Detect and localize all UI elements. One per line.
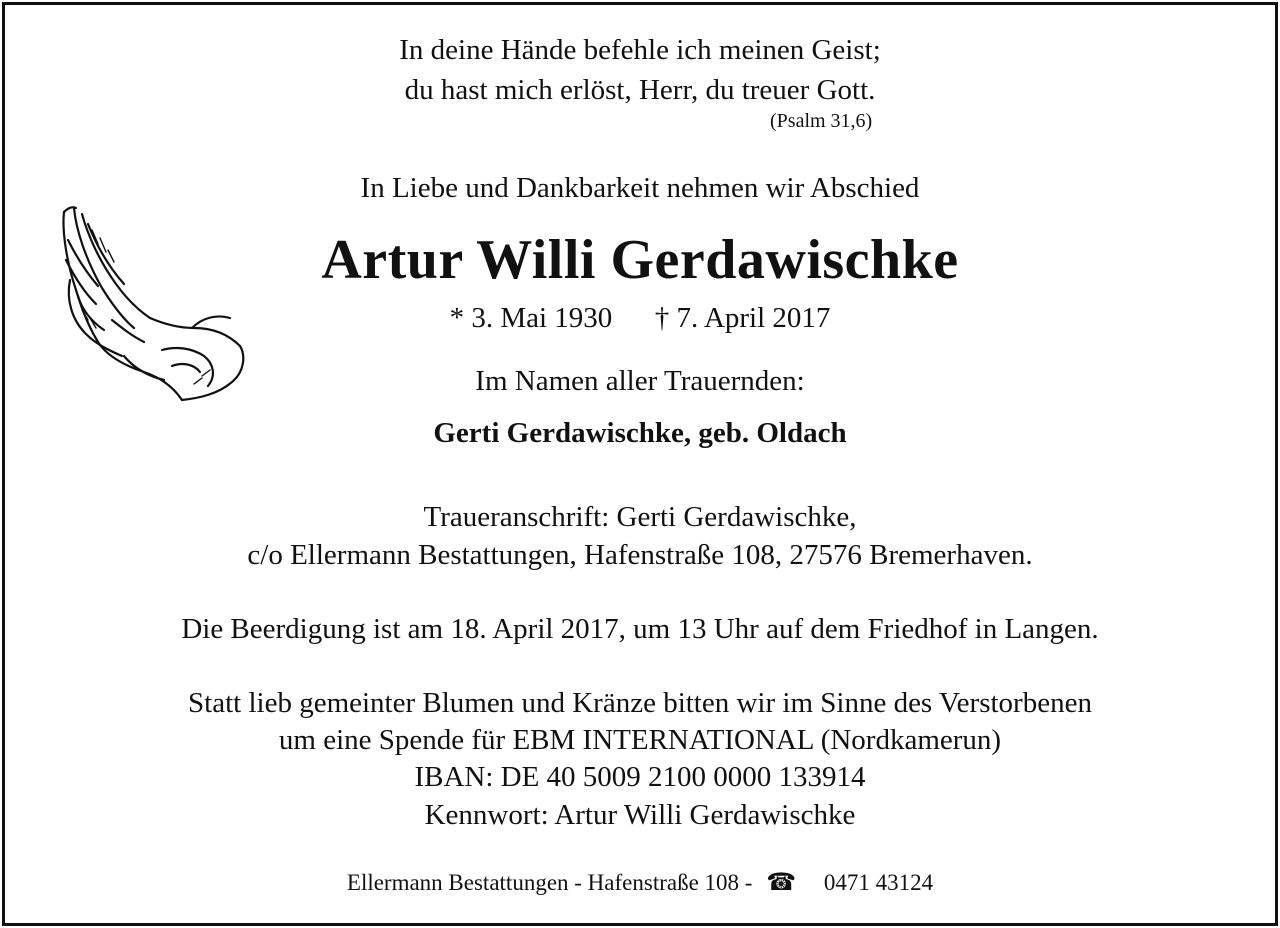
intro-text: In Liebe und Dankbarkeit nehmen wir Abschied (360, 172, 920, 204)
address-line-2: c/o Ellermann Bestattungen, Hafenstraße 108, 27576 Bremerhaven. (247, 539, 1033, 571)
address-line-1: Traueranschrift: Gerti Gerdawischke, (423, 501, 857, 533)
life-dates (0, 302, 1280, 335)
footer (0, 868, 1280, 896)
donation-line-1: Statt lieb gemeinter Blumen und Kränze bitten wir im Sinne des Verstorbenen (188, 687, 1092, 719)
birth-date: * 3. Mai 1930 (449, 302, 613, 334)
verse-reference: (Psalm 31,6) (770, 110, 873, 132)
death-date: † 7. April 2017 (654, 302, 831, 334)
footer-phone: 0471 43124 (823, 870, 934, 895)
mourners-name: Gerti Gerdawischke, geb. Oldach (433, 417, 847, 449)
donation-line-2: um eine Spende für EBM INTERNATIONAL (Nordkamerun) (278, 724, 1002, 756)
donation-keyword: Kennwort: Artur Willi Gerdawischke (424, 799, 856, 831)
funeral-info: Die Beerdigung ist am 18. April 2017, um 13 Uhr auf dem Friedhof in Langen. (181, 613, 1099, 645)
donation-iban: IBAN: DE 40 5009 2100 0000 133914 (414, 761, 866, 793)
telephone-icon: ☎ (766, 868, 797, 896)
footer-company: Ellermann Bestattungen - Hafenstraße 108 - (346, 870, 753, 895)
verse-line-1: In deine Hände befehle ich meinen Geist; (399, 34, 881, 66)
deceased-name: Artur Willi Gerdawischke (321, 229, 959, 291)
verse-line-2: du hast mich erlöst, Herr, du treuer Gott. (404, 74, 876, 106)
mourners-label: Im Namen aller Trauernden: (475, 365, 805, 397)
